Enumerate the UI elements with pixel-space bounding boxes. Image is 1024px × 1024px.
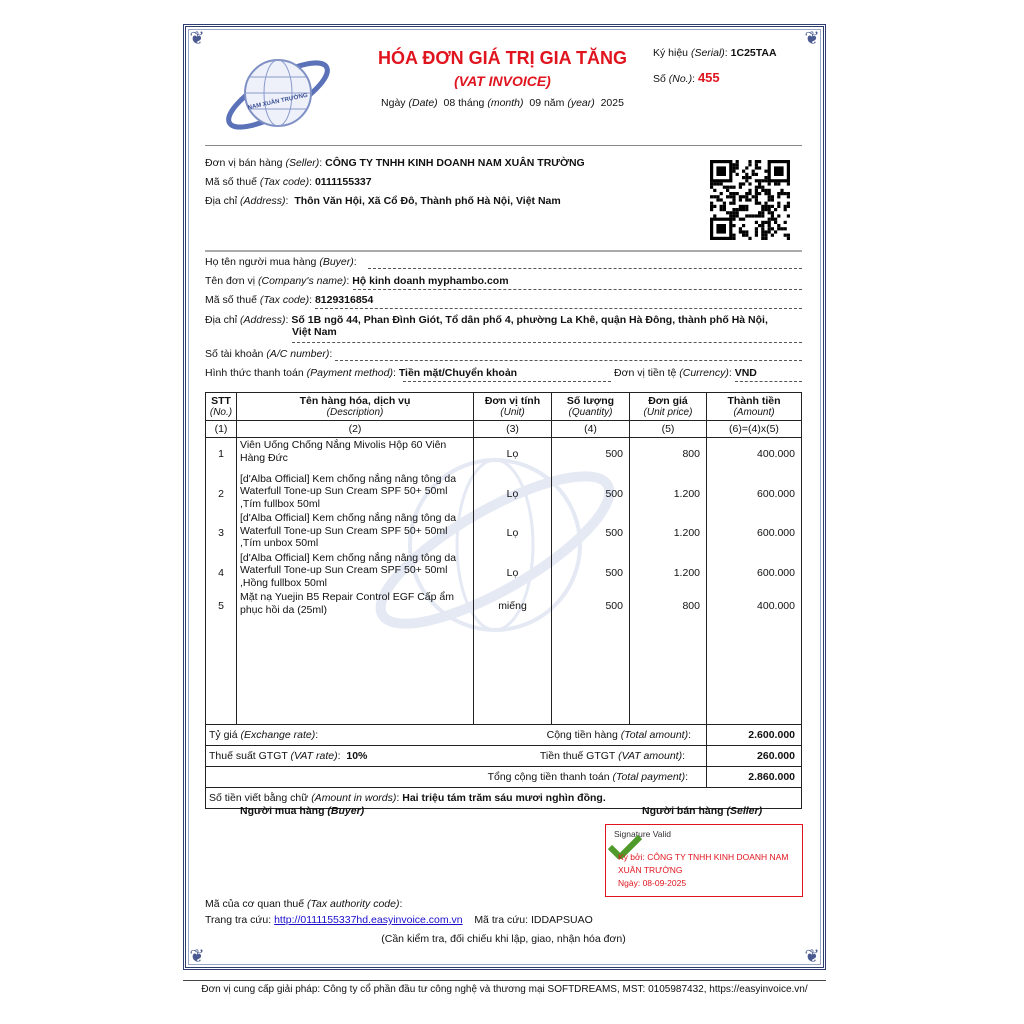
seller-name: Đơn vị bán hàng (Seller): CÔNG TY TNHH KINH DOANH NAM XUÂN TRƯỜNG bbox=[205, 157, 585, 169]
cell-amount: 400.000 bbox=[707, 438, 802, 472]
digital-signature-box[interactable]: Signature Valid Ký bởi: CÔNG TY TNHH KINH DOANH NAM XUÂN TRƯỜNG Ngày: 08-09-2025 bbox=[605, 824, 803, 897]
divider bbox=[205, 145, 802, 146]
cell-desc: Viên Uống Chống Nắng Mivolis Hộp 60 Viên Hàng Đức bbox=[237, 438, 474, 472]
invoice-number: Số (No.): 455 bbox=[653, 70, 720, 85]
cell-qty: 500 bbox=[552, 590, 630, 620]
total-amount-row: Tỷ giá (Exchange rate): Cộng tiền hàng (Total amount): 2.600.000 bbox=[206, 724, 802, 745]
cell-desc: Mặt nạ Yuejin B5 Repair Control EGF Cấp ẩm phục hồi da (25ml) bbox=[237, 590, 474, 620]
cell-amount: 600.000 bbox=[707, 472, 802, 512]
buyer-tax-code: Mã số thuế (Tax code): 8129316854 bbox=[205, 294, 802, 306]
seller-tax-code: Mã số thuế (Tax code): 0111155337 bbox=[205, 176, 372, 188]
cell-unit: Lọ bbox=[474, 472, 552, 512]
currency: Đơn vị tiền tệ (Currency): VND bbox=[614, 367, 757, 379]
cell-desc: [d'Alba Official] Kem chống nắng nâng tông da Waterfull Tone-up Sun Cream SPF 50+ 50ml ,Tím fullbox 50ml bbox=[237, 472, 474, 512]
total-payment-row: Tổng cộng tiền thanh toán (Total payment): 2.860.000 bbox=[206, 766, 802, 787]
serial: Ký hiệu (Serial): 1C25TAA bbox=[653, 47, 777, 59]
buyer-account: Số tài khoản (A/C number): bbox=[205, 348, 802, 360]
header-description: Tên hàng hóa, dịch vụ (Description) bbox=[237, 393, 474, 421]
header-amount: Thành tiền (Amount) bbox=[707, 393, 802, 421]
company-logo bbox=[220, 45, 335, 140]
invoice-subtitle: (VAT INVOICE) bbox=[454, 73, 551, 89]
corner-ornament-icon: ❦ bbox=[804, 946, 820, 966]
cell-unit: Lọ bbox=[474, 438, 552, 472]
cell-no: 1 bbox=[206, 438, 237, 472]
buyer-company: Tên đơn vị (Company's name): Hộ kinh doanh myphambo.com bbox=[205, 275, 802, 287]
cell-price: 800 bbox=[630, 438, 707, 472]
header-unit: Đơn vị tính (Unit) bbox=[474, 393, 552, 421]
payment-method: Hình thức thanh toán (Payment method): Tiền mặt/Chuyển khoản Đơn vị tiền tệ (Currency): VND bbox=[205, 367, 802, 379]
header-unit-price: Đơn giá (Unit price) bbox=[630, 393, 707, 421]
header-quantity: Số lượng (Quantity) bbox=[552, 393, 630, 421]
buyer-address: Địa chỉ (Address): Số 1B ngõ 44, Phan Đình Giót, Tổ dân phố 4, phường La Khê, quận Hà Đông, thành phố Hà Nội, Việt Nam bbox=[205, 314, 802, 338]
cell-no: 4 bbox=[206, 551, 237, 591]
cell-unit: Lọ bbox=[474, 511, 552, 551]
check-note: (Cần kiểm tra, đối chiếu khi lập, giao, nhận hóa đơn) bbox=[381, 933, 626, 945]
provider-footer: Đơn vị cung cấp giải pháp: Công ty cổ phần đầu tư công nghệ và thương mại SOFTDREAMS, MST: 0105987432, https://easyinvoice.vn/ bbox=[201, 984, 808, 995]
header-no: STT (No.) bbox=[206, 393, 237, 421]
cell-price: 1.200 bbox=[630, 551, 707, 591]
corner-ornament-icon: ❦ bbox=[189, 28, 205, 48]
qr-code[interactable] bbox=[710, 160, 792, 240]
table-row bbox=[206, 511, 802, 551]
cell-no: 3 bbox=[206, 511, 237, 551]
vat-row: Thuế suất GTGT (VAT rate): 10% Tiền thuế GTGT (VAT amount): 260.000 bbox=[206, 745, 802, 766]
buyer-name: Họ tên người mua hàng (Buyer): bbox=[205, 256, 802, 268]
cell-amount: 600.000 bbox=[707, 511, 802, 551]
svg-text:NAM XUÂN TRƯỜNG: NAM XUÂN TRƯỜNG bbox=[247, 92, 309, 112]
table-row bbox=[206, 551, 802, 591]
cell-no: 2 bbox=[206, 472, 237, 512]
cell-qty: 500 bbox=[552, 511, 630, 551]
cell-unit: Lọ bbox=[474, 551, 552, 591]
cell-amount: 400.000 bbox=[707, 590, 802, 620]
amount-in-words-row: Số tiền viết bằng chữ (Amount in words): Hai triệu tám trăm sáu mươi nghìn đồng. bbox=[206, 787, 802, 808]
divider bbox=[183, 980, 826, 981]
cell-price: 800 bbox=[630, 590, 707, 620]
cell-price: 1.200 bbox=[630, 472, 707, 512]
invoice-date: Ngày (Date) 08 tháng (month) 09 năm (year) 2025 bbox=[381, 97, 624, 109]
seller-address: Địa chỉ (Address): Thôn Văn Hội, Xã Cổ Đô, Thành phố Hà Nội, Việt Nam bbox=[205, 195, 561, 207]
table-row bbox=[206, 438, 802, 472]
lookup-link[interactable]: http://0111155337hd.easyinvoice.com.vn bbox=[274, 914, 463, 926]
items-table: STT (No.) Tên hàng hóa, dịch vụ (Description) Đơn vị tính (Unit) Số lượng (Quantity) Đơn giá (Unit price) Thành tiền (Amount) (1) (2) (3) (4) (5) (6)=(4)x(5) 1 Viên Uống Chống Nắng Mivolis Hộp 60 Viên Hàng Đức Lọ 500 800 400.000 2 [d'Alba Official] Kem chống nắng nâng tông da Waterfull Tone-up Sun Cream SPF 50+ 50ml ,Tím fullbox 50ml Lọ 500 1.200 600.000 3 [d'Alba Official] Kem chống nắng nâng tông da Waterfull Tone-up Sun Cream SPF 50+ 50ml ,Tím unbox 50ml Lọ 500 1.200 600.000 4 [d'Alba Official] Kem chống nắng nâng tông da Waterfull Tone-up Sun Cream SPF 50+ 50ml ,Hồng fullbox 50ml Lọ 500 1.200 600.000 5 Mặt nạ Yuejin B5 Repair Control EGF Cấp ẩm phục hồi da (25ml) miếng 500 800 400.000 Tỷ giá (Exchange rate): Cộng tiền hàng (Total amount): 2.600.000 Thuế suất GTGT (VAT rate): 10% Tiền thuế GTGT (VAT amount): 260.000 Tổng cộng tiền thanh toán (Total payment): 2.860.000 Số tiền viết bằng chữ (Amount in words): Hai triệu tám trăm sáu mươi nghìn đồng. bbox=[205, 392, 802, 809]
tax-authority-code: Mã của cơ quan thuế (Tax authority code): bbox=[205, 898, 403, 910]
cell-price: 1.200 bbox=[630, 511, 707, 551]
cell-qty: 500 bbox=[552, 472, 630, 512]
seller-signature-label: Người bán hàng (Seller) bbox=[642, 805, 763, 817]
cell-desc: [d'Alba Official] Kem chống nắng nâng tông da Waterfull Tone-up Sun Cream SPF 50+ 50ml ,Hồng fullbox 50ml bbox=[237, 551, 474, 591]
invoice-title: HÓA ĐƠN GIÁ TRỊ GIA TĂNG bbox=[377, 48, 627, 68]
lookup-line: Trang tra cứu: http://0111155337hd.easyinvoice.com.vn Mã tra cứu: IDDAPSUAO bbox=[205, 914, 593, 926]
cell-desc: [d'Alba Official] Kem chống nắng nâng tông da Waterfull Tone-up Sun Cream SPF 50+ 50ml ,Tím unbox 50ml bbox=[237, 511, 474, 551]
cell-qty: 500 bbox=[552, 551, 630, 591]
cell-unit: miếng bbox=[474, 590, 552, 620]
buyer-signature-label: Người mua hàng (Buyer) bbox=[240, 805, 365, 817]
cell-no: 5 bbox=[206, 590, 237, 620]
corner-ornament-icon: ❦ bbox=[189, 946, 205, 966]
table-row bbox=[206, 590, 802, 620]
corner-ornament-icon: ❦ bbox=[804, 28, 820, 48]
table-row bbox=[206, 472, 802, 512]
divider bbox=[205, 250, 802, 252]
cell-qty: 500 bbox=[552, 438, 630, 472]
cell-amount: 600.000 bbox=[707, 551, 802, 591]
